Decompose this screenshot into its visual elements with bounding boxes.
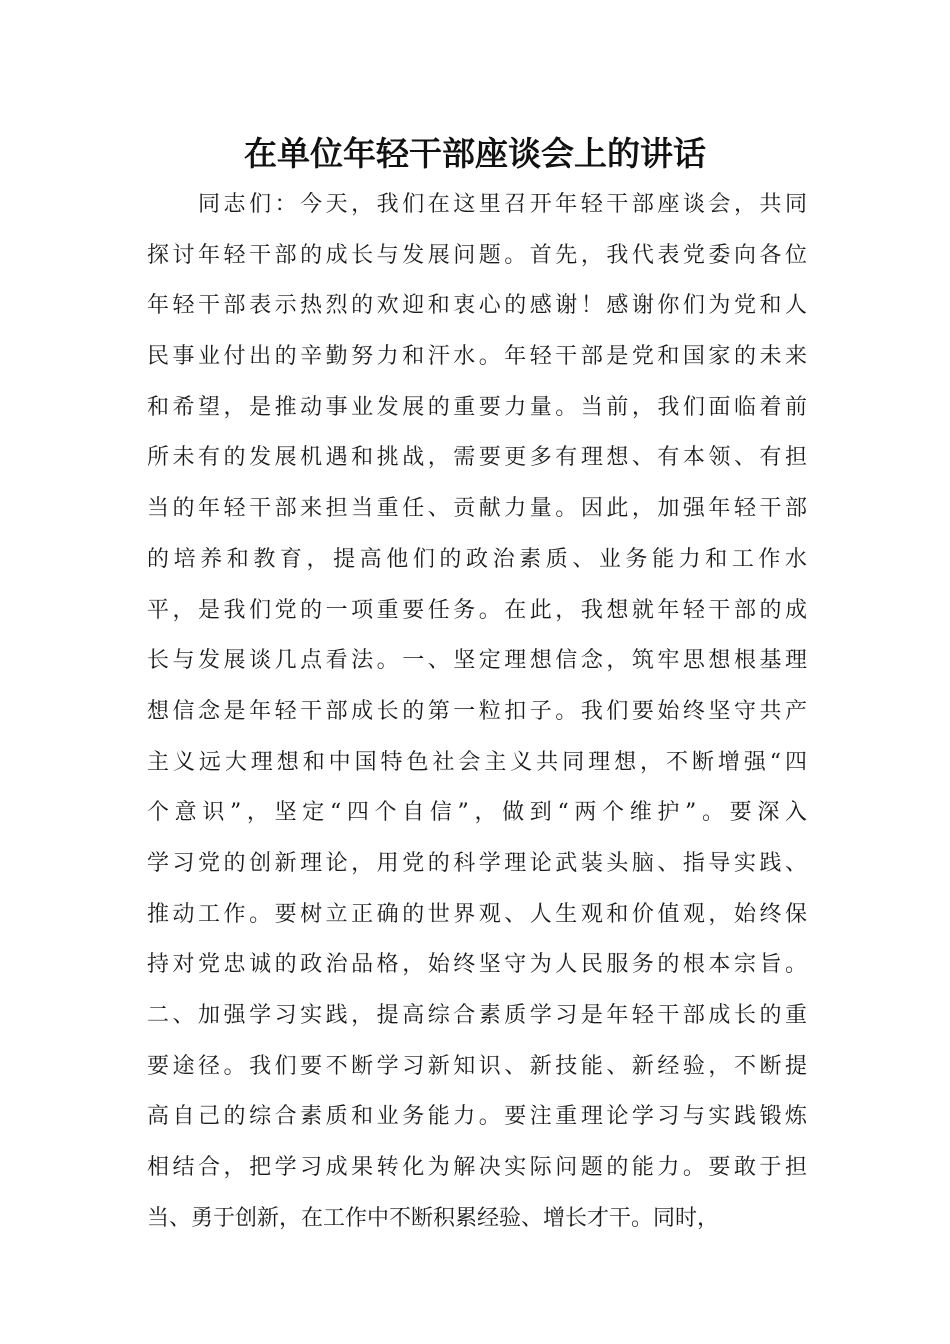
body-line: 长与发展谈几点看法。一、坚定理想信念，筑牢思想根基理	[147, 648, 807, 674]
body-line: 学习党的创新理论，用党的科学理论武装头脑、指导实践、	[147, 850, 807, 876]
body-line: 推动工作。要树立正确的世界观、人生观和价值观，始终保	[147, 901, 807, 927]
body-line: 探讨年轻干部的成长与发展问题。首先，我代表党委向各位	[147, 242, 807, 268]
body-line: 想信念是年轻干部成长的第一粒扣子。我们要始终坚守共产	[147, 698, 807, 724]
body-line: 二、加强学习实践，提高综合素质学习是年轻干部成长的重	[147, 1003, 807, 1028]
body-line: 高自己的综合素质和业务能力。要注重理论学习与实践锻炼	[147, 1104, 807, 1130]
body-line: 持对党忠诚的政治品格，始终坚守为人民服务的根本宗旨。	[147, 952, 807, 978]
body-line: 当的年轻干部来担当重任、贡献力量。因此，加强年轻干部	[147, 496, 807, 522]
body-line: 要途径。我们要不断学习新知识、新技能、新经验，不断提	[147, 1053, 807, 1079]
body-line: 和希望，是推动事业发展的重要力量。当前，我们面临着前	[147, 394, 807, 420]
body-line: 平，是我们党的一项重要任务。在此，我想就年轻干部的成	[147, 597, 807, 623]
body-line: 同志们：今天，我们在这里召开年轻干部座谈会，共同	[147, 192, 807, 217]
body-line: 当、勇于创新，在工作中不断积累经验、增长才干。同时，	[147, 1205, 720, 1231]
body-line: 年轻干部表示热烈的欢迎和衷心的感谢！感谢你们为党和人	[147, 293, 807, 319]
document-title: 在单位年轻干部座谈会上的讲话	[244, 134, 706, 173]
body-line: 的培养和教育，提高他们的政治素质、业务能力和工作水	[147, 546, 807, 572]
body-line: 相结合，把学习成果转化为解决实际问题的能力。要敢于担	[147, 1155, 807, 1181]
document-body	[147, 180, 807, 1244]
body-line: 个意识”，坚定“四个自信”，做到“两个维护”。要深入	[147, 800, 807, 826]
body-line: 民事业付出的辛勤努力和汗水。年轻干部是党和国家的未来	[147, 344, 807, 370]
body-line: 所未有的发展机遇和挑战，需要更多有理想、有本领、有担	[147, 445, 807, 471]
body-line: 主义远大理想和中国特色社会主义共同理想，不断增强“四	[147, 749, 807, 775]
